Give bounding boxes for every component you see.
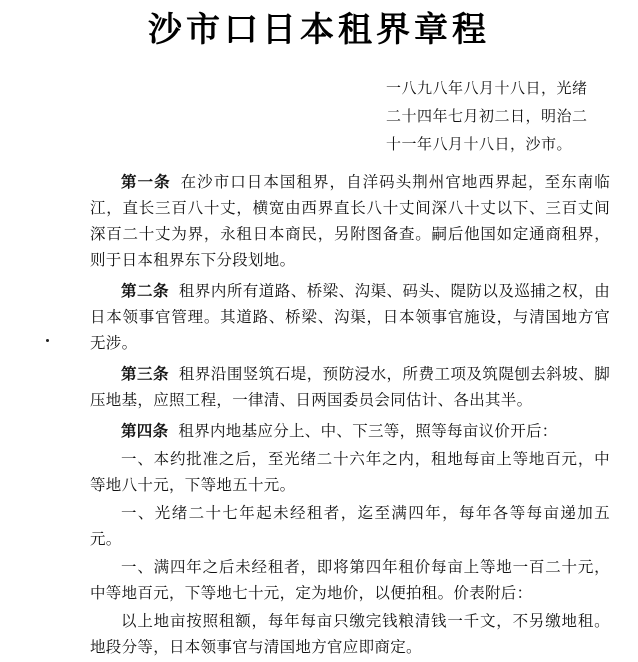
dateline-line: 一八九八年八月十八日，光绪	[386, 79, 588, 97]
article-3	[90, 361, 610, 413]
article-4	[90, 418, 610, 444]
scan-speck	[46, 339, 49, 342]
article-1	[90, 169, 610, 273]
paragraph: 一、本约批准之后，至光绪二十六年之内，租地每亩上等地百元，中等地八十元，下等地五十元。	[90, 450, 610, 494]
article-label: 第二条	[121, 282, 169, 300]
paragraph: 一、满四年之后未经租者，即将第四年租价每亩上等地一百二十元，中等地百元，下等地七十元，定为地价，以便拍租。价表附后：	[90, 558, 610, 602]
article-label: 第四条	[121, 422, 169, 440]
article-text: 租界内所有道路、桥梁、沟渠、码头、隄防以及巡捕之权，由日本领事官管理。其道路、桥梁、沟渠，日本领事官施设，与清国地方官无涉。	[90, 282, 610, 352]
article-text: 租界沿围竖筑石堤，预防浸水，所费工项及筑隄刨去斜坡、脚压地基，应照工程，一律清、日两国委员会同估计、各出其半。	[90, 365, 610, 409]
regulation-body	[90, 169, 610, 662]
article-2	[90, 278, 610, 356]
page-title: 沙市口日本租界章程	[148, 10, 490, 50]
dateline-line: 二十四年七月初二日，明治二	[386, 107, 588, 125]
article-text: 在沙市口日本国租界，自洋码头荆州官地西界起，至东南临江，直长三百八十丈，横宽由西界直长八十丈间深八十丈以下、三百丈间深百二十丈为界，永租日本商民，另附图备查。嗣后他国如定通商租界，则于日本租界东下分段划地。	[90, 173, 610, 269]
article-text: 租界内地基应分上、中、下三等，照等每亩议价开后：	[178, 422, 558, 440]
article-label: 第三条	[121, 365, 169, 383]
dateline	[386, 74, 616, 158]
dateline-line: 十一年八月十八日，沙市。	[386, 135, 573, 153]
article-label: 第一条	[121, 173, 171, 191]
paragraph: 以上地亩按照租额，每年每亩只缴完钱粮清钱一千文，不另缴地租。地段分等，日本领事官与清国地方官应即商定。	[90, 612, 610, 656]
paragraph: 一、光绪二十七年起未经租者，迄至满四年，每年各等每亩递加五元。	[90, 504, 610, 548]
